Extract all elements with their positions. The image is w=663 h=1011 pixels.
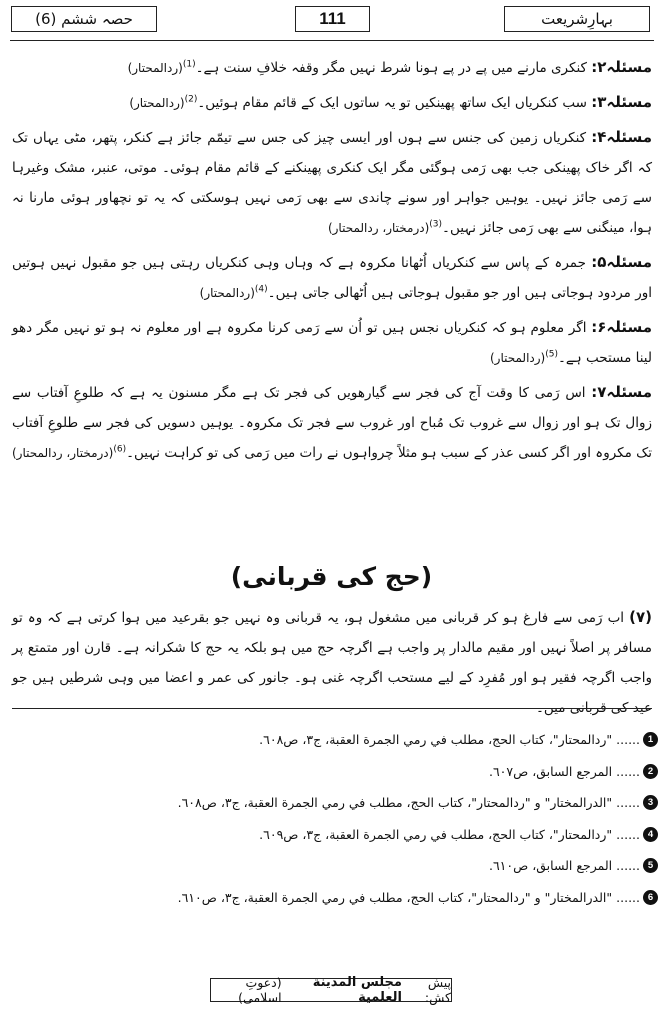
masala-reference: (درمختار، ردالمحتار) (327, 221, 430, 235)
footnotes (0, 724, 662, 913)
masala-reference: (درمختار، ردالمحتار) (12, 446, 114, 460)
footnote-item (0, 882, 662, 914)
book-title: بہارِشریعت (541, 10, 613, 28)
footnote-item (0, 756, 662, 788)
masala-text: اگر معلوم ہو کہ کنکریاں نجس ہیں تو اُن سے رَمی کرنا مکروہ ہے اور معلوم نہ ہو تو نہیں مگر دھو لینا مستحب ہے۔ (12, 320, 652, 366)
footnote-marker[interactable]: (2) (184, 94, 198, 105)
footnote-number-badge: 5 (643, 858, 658, 873)
section-label: حصہ ششم (6) (35, 10, 133, 28)
masala-label: مسئلہ۵: (591, 253, 652, 271)
header-divider (10, 40, 654, 41)
masala-text: کنکریاں زمین کی جنس سے ہوں اور ایسی چیز کی جس سے تیمّم جائز ہے کنکر، پتھر، مٹی یہاں تک کہ اگر خاک پھینکی جب بھی رَمی ہوگئی مگر ایک کنکری پھینکنے کے قائم مقام ہوئی۔ موتی، عنبر، مشک وغیرہا سے رَمی جائز نہیں۔ یوہیں جواہر اور سونے چاندی سے بھی رَمی نہیں ہوسکتی کہ یہ تو نچھاور ہوئی مارنا نہ ہوا، مینگنی سے بھی رَمی جائز نہیں۔ (12, 130, 652, 236)
footnote-item (0, 724, 662, 756)
footnote-text: "الدرالمختار" و "ردالمحتار"، كتاب الحج، مطلب في رمي الجمرة العقبة، ج٣، ص٦٠٨. (177, 795, 613, 811)
section-heading: (حج کی قربانی) (230, 562, 433, 591)
masala-label: مسئلہ۷: (591, 383, 652, 401)
footnote-dots: ...... (616, 858, 640, 874)
footnote-marker[interactable]: (5) (545, 349, 558, 360)
footnote-item (0, 819, 662, 851)
masala-reference: (ردالمحتار) (127, 61, 183, 75)
page-number: 111 (319, 9, 346, 28)
masala-label: مسئلہ۶: (591, 318, 652, 336)
footnote-marker[interactable]: (3) (429, 219, 443, 230)
footnote-text: "الدرالمختار" و "ردالمحتار"، كتاب الحج، مطلب في رمي الجمرة العقبة، ج٣، ص٦١٠. (177, 889, 613, 905)
masala-text: کنکری مارنے میں پے در پے ہونا شرط نہیں مگر وقفہ خلافِ سنت ہے۔ (195, 60, 592, 76)
masala-text: اس رَمی کا وقت آج کی فجر سے گیارھویں کی فجر تک ہے مگر مسنون یہ ہے کہ طلوعِ آفتاب سے زوال تک ہو اور زوال سے غروب تک مُباح اور غروب سے فجر تک مکروہ۔ یوہیں دسویں کی فجر سے طلوعِ آفتاب تک مکروہ اور اگر کسی عذر کے سبب ہو مثلاً چرواہوں نے رات میں رَمی کی تو کراہت نہیں۔ (12, 385, 652, 461)
section-box (11, 6, 157, 32)
page-number-box (295, 6, 370, 32)
footnote-text: المرجع السابق، ص٦٠٧. (488, 763, 613, 779)
footer-suffix: (دعوتِ اسلامی) (238, 975, 282, 1005)
footnote-number-badge: 6 (643, 890, 658, 905)
masala-3 (12, 87, 652, 118)
footnote-dots: ...... (616, 763, 640, 779)
footnote-number-badge: 3 (643, 795, 658, 810)
footnote-item (0, 850, 662, 882)
masala-6 (12, 312, 652, 373)
footnote-number-badge: 2 (643, 764, 658, 779)
masail-body (12, 52, 652, 472)
masala-label: مسئلہ۲: (591, 58, 652, 76)
masala-reference: (ردالمحتار) (199, 286, 255, 300)
footnote-number-badge: 1 (643, 732, 658, 747)
masala-label: مسئلہ۴: (591, 128, 652, 146)
masala-7 (12, 377, 652, 468)
paragraph-number: (۷) (629, 608, 652, 626)
publisher-footer (210, 975, 452, 1005)
footnote-text: "ردالمحتار"، كتاب الحج، مطلب في رمي الجمرة العقبة، ج٣، ص٦٠٩. (259, 826, 613, 842)
footnote-text: "ردالمحتار"، كتاب الحج، مطلب في رمي الجمرة العقبة، ج٣، ص٦٠٨. (259, 732, 613, 748)
masala-text: جمرہ کے پاس سے کنکریاں اُٹھانا مکروہ ہے کہ وہاں وہی کنکریاں رہتی ہیں جو مقبول نہیں ہوتیں اور مردود ہوجاتی ہیں اور جو مقبول ہوجاتی ہیں اُٹھالی جاتی ہیں۔ (12, 255, 652, 301)
masala-4 (12, 122, 652, 243)
footnote-dots: ...... (616, 826, 640, 842)
masala-text: سب کنکریاں ایک ساتھ پھینکیں تو یہ ساتوں ایک کے قائم مقام ہوئیں۔ (197, 95, 592, 111)
footnote-item (0, 787, 662, 819)
footnote-divider (12, 708, 652, 709)
masala-5 (12, 247, 652, 308)
masala-label: مسئلہ۳: (591, 93, 652, 111)
footnote-dots: ...... (616, 732, 640, 748)
footnote-dots: ...... (616, 889, 640, 905)
footer-prefix: پیش کش: (424, 975, 451, 1005)
footnote-marker[interactable]: (6) (113, 444, 127, 455)
publisher-name: مجلس المدينة العلمية (312, 975, 402, 1005)
footnote-text: المرجع السابق، ص٦١٠. (488, 858, 613, 874)
masala-reference: (ردالمحتار) (129, 96, 185, 110)
footnote-dots: ...... (616, 795, 640, 811)
masala-2 (12, 52, 652, 83)
qurbani-paragraph (12, 602, 652, 723)
masala-reference: (ردالمحتار) (489, 351, 546, 365)
qurbani-text: اب رَمی سے فارغ ہو کر قربانی میں مشغول ہو، یہ قربانی وہ نہیں جو بقرعید میں ہوا کرتی ہے کہ وہ تو مسافر پر اصلاً نہیں اور مقیم مالدار پر واجب ہے اگرچہ حج میں ہو بلکہ یہ حج کا شکرانہ ہے۔ قارن اور متمتع پر واجب اگرچہ فقیر ہو اور مُفرِد کے لیے مستحب اگرچہ غنی ہو۔ جانور کی عمر و اعضا میں وہی شرطیں ہیں جو عید کی قربانی میں۔ (12, 610, 652, 716)
book-title-box (504, 6, 650, 32)
footnote-number-badge: 4 (643, 827, 658, 842)
footnote-marker[interactable]: (4) (254, 284, 268, 295)
footnote-marker[interactable]: (1) (182, 59, 196, 70)
